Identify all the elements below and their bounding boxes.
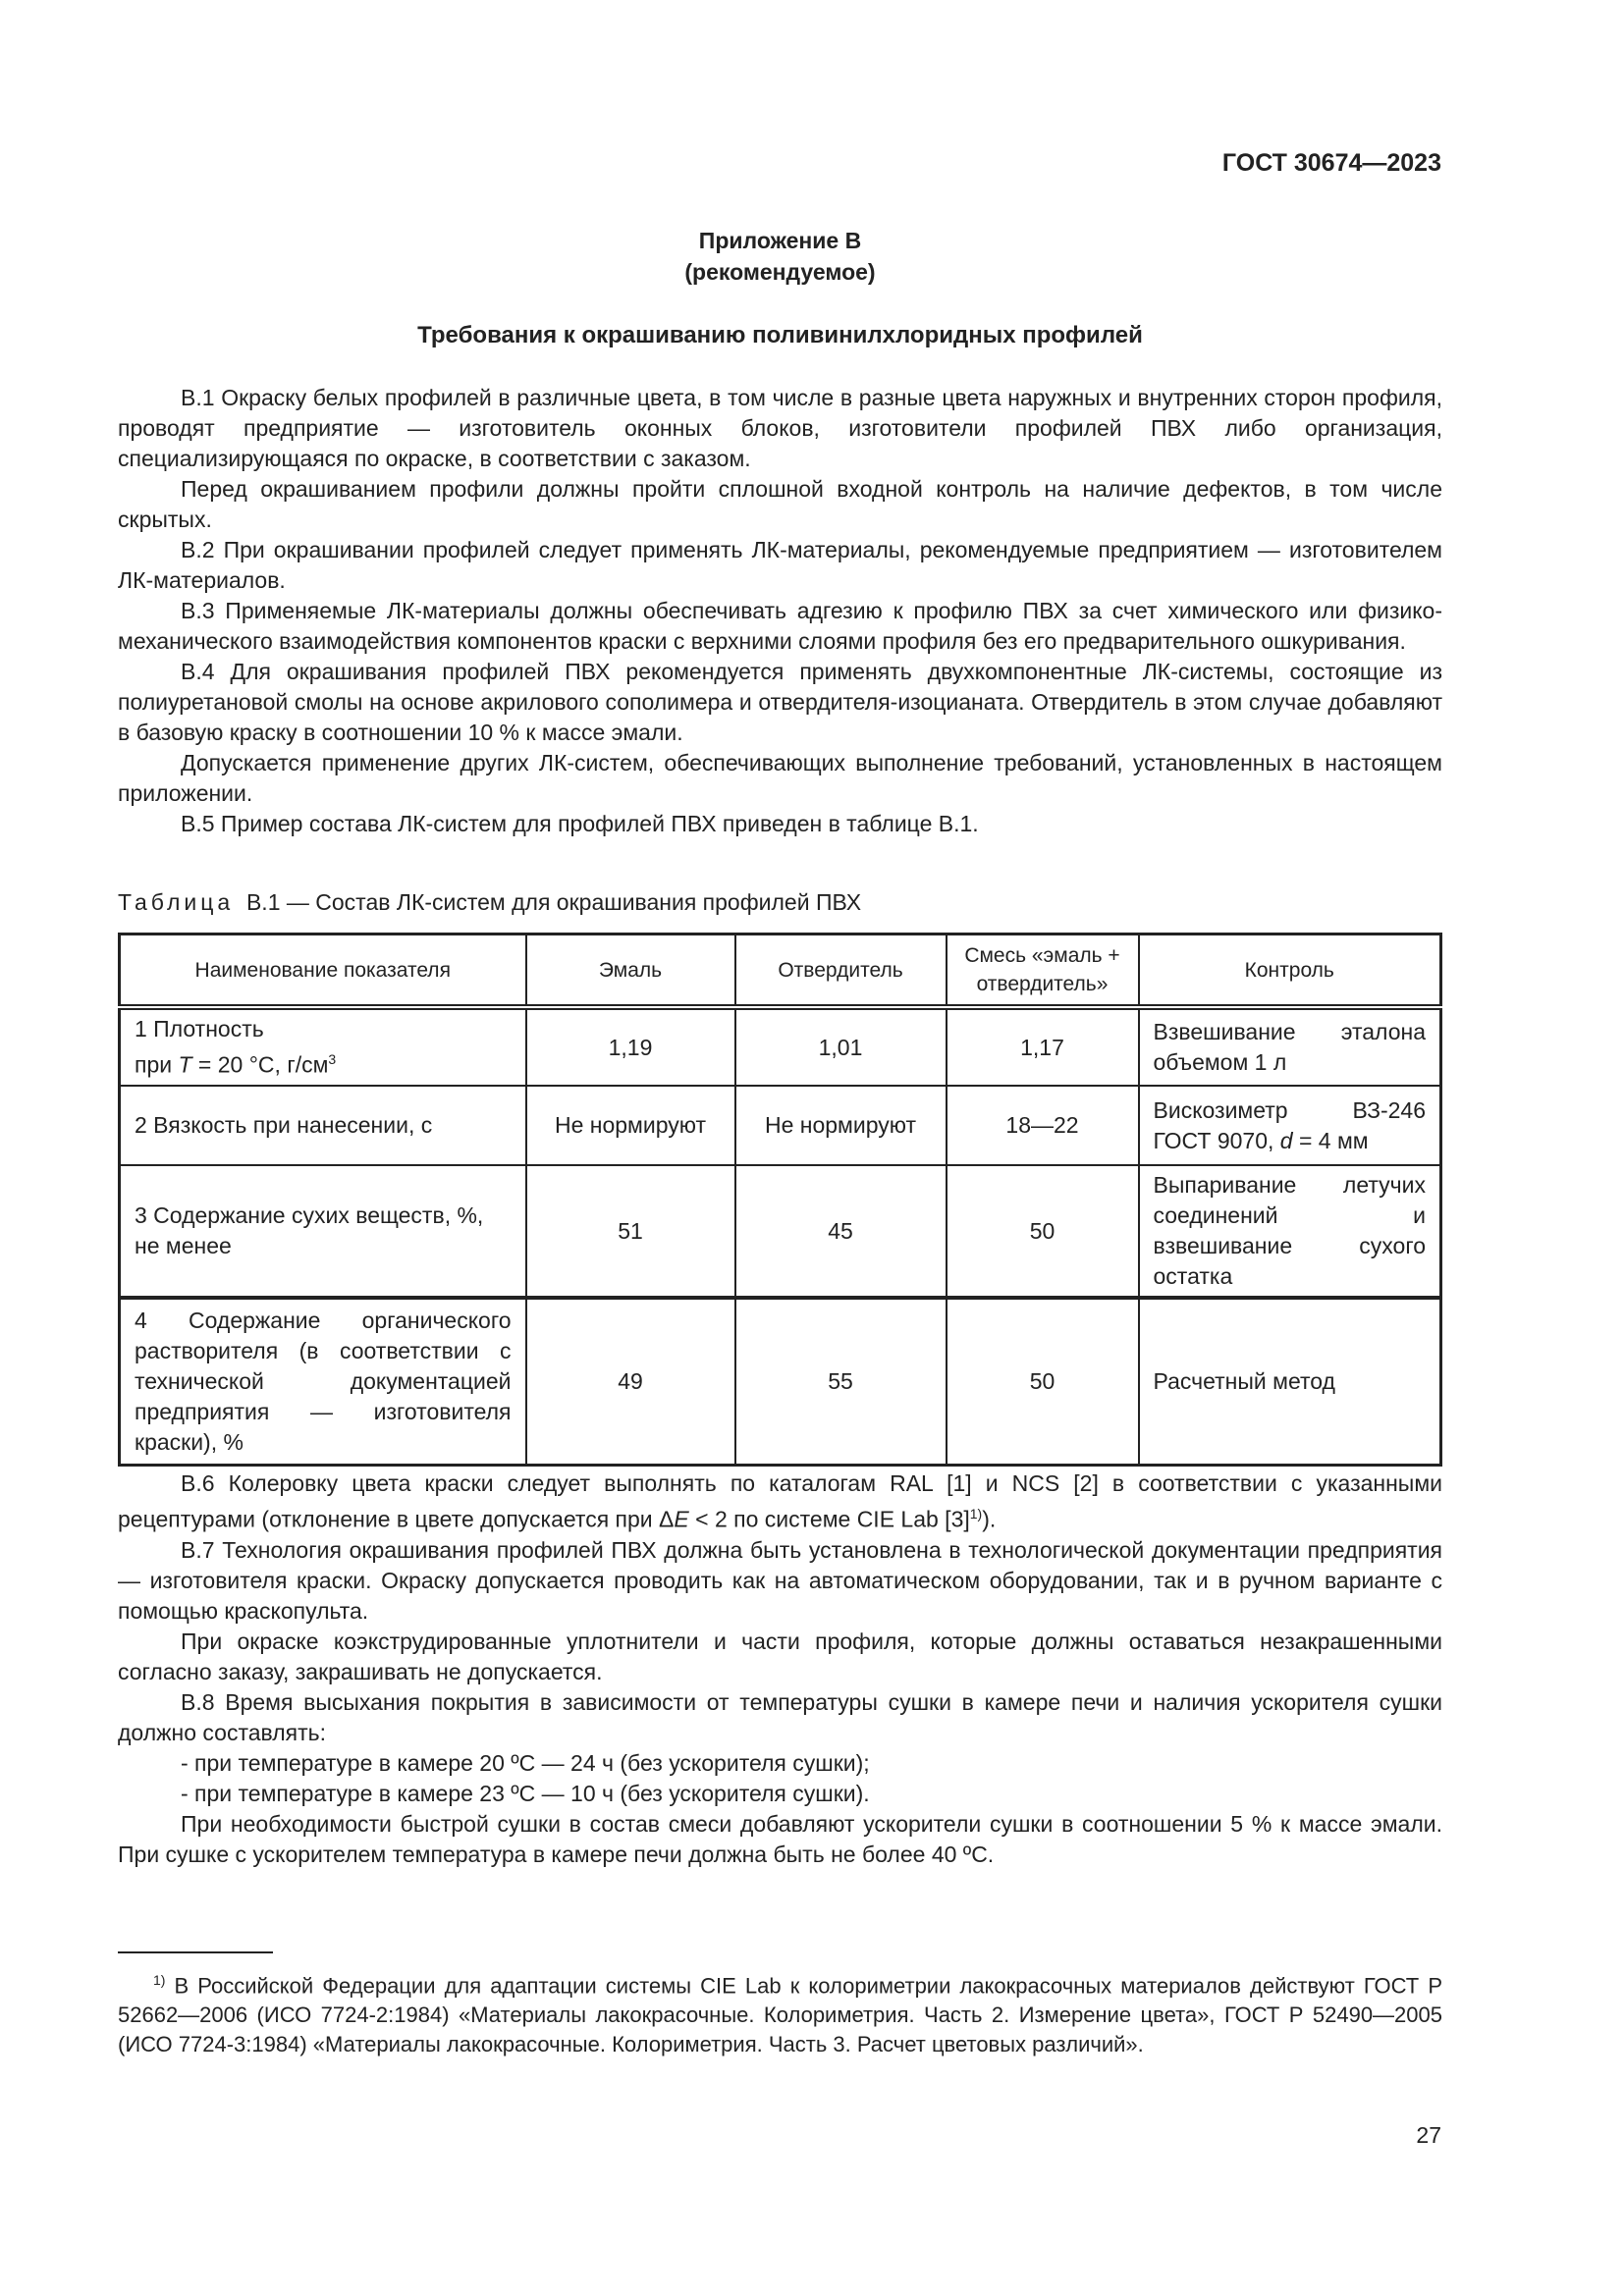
hardener-value: Не нормируют <box>735 1086 947 1165</box>
table-row <box>120 1298 1441 1465</box>
control-method: Расчетный метод <box>1139 1298 1441 1465</box>
paragraph: При необходимости быстрой сушки в состав смеси добавляют ускорители сушки в соотношении 5 % к массе эмали. При сушке с ускорителем температура в камере печи должна быть не более 40 ºС. <box>118 1810 1442 1867</box>
hardener-value: 55 <box>735 1298 947 1465</box>
row-name: 3 Содержание сухих веществ, %, не менее <box>120 1165 526 1298</box>
footnote-text: В Российской Федерации для адаптации системы CIE Lab к колориметрии лакокрасочных материалов действуют ГОСТ Р 52662—2006 (ИСО 7724-2:1984) «Материалы лакокрасочные. Колориметрия. Часть 2. Измерение цвета», ГОСТ Р 52490—2005 (ИСО 7724-3:1984) «Материалы лакокрасочные. Колориметрия. Часть 3. Расчет цветовых различий». <box>118 1973 1442 2057</box>
appendix-title: Приложение В <box>698 228 862 253</box>
paragraph: В.7 Технология окрашивания профилей ПВХ должна быть установлена в технологической документации предприятия — изготовителя краски. Окраску допускается проводить как на автоматическом оборудовании, так и в ручном варианте с помощью краскопульта. <box>118 1536 1442 1624</box>
table-caption-label: Таблица <box>118 889 235 915</box>
control-method: Выпаривание летучих соединений и взвешивание сухого остатка <box>1139 1165 1441 1298</box>
hardener-value: 45 <box>735 1165 947 1298</box>
paragraph: В.1 Окраску белых профилей в различные цвета, в том числе в разные цвета наружных и внутренних сторон профиля, проводят предприятие — изготовитель оконных блоков, изготовители профилей ПВХ либо организация, специализирующаяся по окраске, в соответствии с заказом. <box>118 385 1442 471</box>
list-item: - при температуре в камере 23 ºС — 10 ч (без ускорителя сушки). <box>181 1780 870 1806</box>
hardener-value: 1,01 <box>735 1007 947 1086</box>
paragraph: В.4 Для окрашивания профилей ПВХ рекомендуется применять двухкомпонентные ЛК-системы, состоящие из полиуретановой смолы на основе акрилового сополимера и отвердителя-изоцианата. Отвердитель в этом случае добавляют в базовую краску в соотношении 10 % к массе эмали. <box>118 659 1442 745</box>
row-name: 2 Вязкость при нанесении, с <box>120 1086 526 1165</box>
table-header-row <box>120 934 1441 1008</box>
paragraph: В.5 Пример состава ЛК-систем для профилей ПВХ приведен в таблице В.1. <box>181 811 979 836</box>
paragraph: При окраске коэкструдированные уплотнители и части профиля, которые должны оставаться незакрашенными согласно заказу, закрашивать не допускается. <box>118 1628 1442 1684</box>
paragraph: В.3 Применяемые ЛК-материалы должны обеспечивать адгезию к профилю ПВХ за счет химического или физико-механического взаимодействия компонентов краски с верхними слоями профиля без его предварительного ошкуривания. <box>118 598 1442 654</box>
paragraph-b6: В.6 Колеровку цвета краски следует выполнять по каталогам RAL [1] и NCS [2] в соответствии с указанными рецептурами (отклонение в цвете допускается при ΔE < 2 по системе CIE Lab $[3]^{1)}$). <box>118 1470 1442 1532</box>
list-item: - при температуре в камере 20 ºС — 24 ч (без ускорителя сушки); <box>181 1749 870 1776</box>
header-indicator: Наименование показателя <box>120 934 526 1008</box>
mix-value: 18—22 <box>947 1086 1139 1165</box>
row-name: 1 Плотность при T = 20 °С, $г/см^3$ <box>120 1007 526 1086</box>
table-row <box>120 1007 1441 1086</box>
mix-value: 50 <box>947 1298 1139 1465</box>
table-row <box>120 1165 1441 1298</box>
paragraph: Допускается применение других ЛК-систем, обеспечивающих выполнение требований, установленных в настоящем приложении. <box>118 750 1442 806</box>
footnote <box>118 1965 1442 2059</box>
appendix-status: (рекомендуемое) <box>684 259 876 285</box>
body-text-after-table <box>118 1468 1442 1870</box>
header-control: Контроль <box>1139 934 1441 1008</box>
paragraph: Перед окрашиванием профили должны пройти сплошной входной контроль на наличие дефектов, в том числе скрытых. <box>118 476 1442 532</box>
paragraph: В.2 При окрашивании профилей следует применять ЛК-материалы, рекомендуемые предприятием — изготовителем ЛК-материалов. <box>118 537 1442 593</box>
table-caption <box>118 889 861 916</box>
table-caption-text: В.1 — Состав ЛК-систем для окрашивания профилей ПВХ <box>245 889 862 915</box>
header-enamel: Эмаль <box>526 934 735 1008</box>
mix-value: 1,17 <box>947 1007 1139 1086</box>
header-hardener: Отвердитель <box>735 934 947 1008</box>
mix-value: 50 <box>947 1165 1139 1298</box>
footnote-mark: 1) <box>153 1972 166 1988</box>
standard-number: ГОСТ 30674—2023 <box>1221 149 1441 177</box>
appendix-heading: Требования к окрашиванию поливинилхлоридных профилей <box>417 322 1143 348</box>
control-method: Вискозиметр ВЗ-246 ГОСТ 9070, d = 4 мм <box>1139 1086 1441 1165</box>
page-number: 27 <box>1416 2122 1441 2148</box>
paragraph: В.8 Время высыхания покрытия в зависимости от температуры сушки в камере печи и наличия ускорителя сушки должно составлять: <box>118 1688 1442 1745</box>
footnote-divider <box>118 1951 273 1953</box>
control-method: Взвешивание эталона объемом 1 л <box>1139 1007 1441 1086</box>
row-name: 4 Содержание органического растворителя (в соответствии с технической документацией предприятия — изготовителя краски), % <box>120 1298 526 1465</box>
enamel-value: 1,19 <box>526 1007 735 1086</box>
enamel-value: 51 <box>526 1165 735 1298</box>
table-row <box>120 1086 1441 1165</box>
body-text-before-table <box>118 383 1442 839</box>
enamel-value: Не нормируют <box>526 1086 735 1165</box>
enamel-value: 49 <box>526 1298 735 1465</box>
composition-table <box>118 933 1442 1467</box>
header-mix: Смесь «эмаль + отвердитель» <box>947 934 1139 1008</box>
